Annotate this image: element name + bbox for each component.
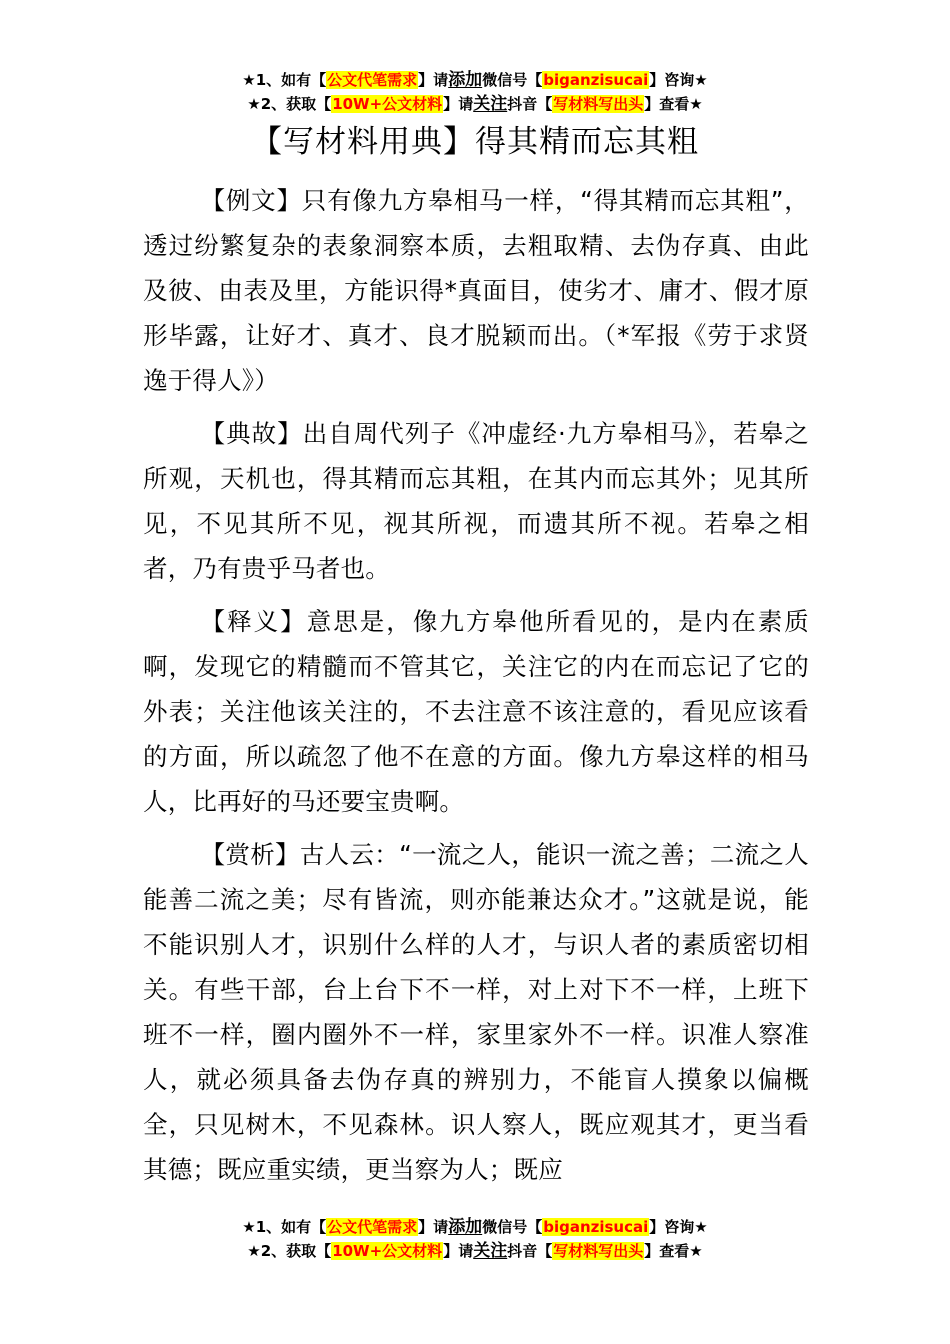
paragraph-meaning bbox=[143, 599, 809, 824]
underlined-add: 添加 bbox=[448, 70, 483, 90]
highlight-wechat-id: biganzisucai bbox=[543, 71, 649, 89]
paragraph-appreciation bbox=[143, 832, 809, 1192]
bottom-banner bbox=[0, 1215, 950, 1263]
highlight-douyin-account: 写材料写出头 bbox=[553, 95, 644, 113]
banner-text: 】请 bbox=[418, 71, 449, 89]
banner-text: 微信号【 bbox=[482, 1218, 543, 1236]
banner-text: ★1、如有【 bbox=[242, 71, 327, 89]
highlight-materials: 10W+公文材料 bbox=[332, 1242, 443, 1260]
banner-text: 】咨询★ bbox=[649, 71, 708, 89]
paragraph-example bbox=[143, 178, 809, 403]
paragraph-text: 古人云：“一流之人，能识一流之善；二流之人能善二流之美；尽有皆流，则亦能兼达众才。”这就是说，能不能识别人才，识别什么样的人才，与识人者的素质密切相关。有些干部，台上台下不一样，对上对下不一样，上班下班不一样，圈内圈外不一样，家里家外不一样。识准人察准人，就必须具备去伪存真的辨别力，不能盲人摸象以偏概全，只见树木，不见森林。识人察人，既应观其才，更当看其德；既应重实绩，更当察为人；既应 bbox=[143, 840, 809, 1184]
banner-text: 】查看★ bbox=[644, 95, 703, 113]
paragraph-label: 【赏析】 bbox=[200, 840, 300, 869]
banner-text: 抖音【 bbox=[507, 1242, 553, 1260]
banner-text: 抖音【 bbox=[507, 95, 553, 113]
banner-text: ★2、获取【 bbox=[247, 95, 332, 113]
article-body bbox=[143, 178, 809, 1200]
banner-line-1 bbox=[0, 1215, 950, 1239]
banner-text: 】咨询★ bbox=[649, 1218, 708, 1236]
paragraph-text: 出自周代列子《冲虚经·九方皋相马》，若皋之所观，天机也，得其精而忘其粗，在其内而忘其外；见其所见，不见其所不见，视其所视，而遗其所不视。若皋之相者，乃有贵乎马者也。 bbox=[143, 419, 809, 583]
banner-text: ★2、获取【 bbox=[247, 1242, 332, 1260]
banner-text: 】请 bbox=[418, 1218, 449, 1236]
underlined-follow: 关注 bbox=[473, 94, 508, 114]
banner-text: 微信号【 bbox=[482, 71, 543, 89]
banner-text: ★1、如有【 bbox=[242, 1218, 327, 1236]
paragraph-label: 【例文】 bbox=[200, 186, 302, 215]
underlined-follow: 关注 bbox=[473, 1241, 508, 1261]
highlight-wechat-id: biganzisucai bbox=[543, 1218, 649, 1236]
banner-line-2 bbox=[0, 1239, 950, 1263]
top-banner bbox=[0, 68, 950, 116]
highlight-materials: 10W+公文材料 bbox=[332, 95, 443, 113]
page-title: 【写材料用典】得其精而忘其粗 bbox=[251, 124, 699, 160]
paragraph-text: 只有像九方皋相马一样，“得其精而忘其粗”，透过纷繁复杂的表象洞察本质，去粗取精、去伪存真、由此及彼、由表及里，方能识得*真面目，使劣才、庸才、假才原形毕露，让好才、真才、良才脱颖而出。（*军报《劳于求贤逸于得人》） bbox=[143, 186, 809, 395]
banner-text: 】查看★ bbox=[644, 1242, 703, 1260]
paragraph-allusion bbox=[143, 411, 809, 591]
paragraph-label: 【典故】 bbox=[200, 419, 303, 448]
paragraph-label: 【释义】 bbox=[200, 607, 307, 636]
banner-line-2 bbox=[0, 92, 950, 116]
paragraph-text: 意思是，像九方皋他所看见的，是内在素质啊，发现它的精髓而不管其它，关注它的内在而忘记了它的外表；关注他该关注的，不去注意不该注意的，看见应该看的方面，所以疏忽了他不在意的方面。像九方皋这样的相马人，比再好的马还要宝贵啊。 bbox=[143, 607, 809, 816]
highlight-douyin-account: 写材料写出头 bbox=[553, 1242, 644, 1260]
banner-text: 】请 bbox=[443, 1242, 474, 1260]
banner-line-1 bbox=[0, 68, 950, 92]
highlight-service: 公文代笔需求 bbox=[327, 1218, 418, 1236]
underlined-add: 添加 bbox=[448, 1217, 483, 1237]
highlight-service: 公文代笔需求 bbox=[327, 71, 418, 89]
banner-text: 】请 bbox=[443, 95, 474, 113]
